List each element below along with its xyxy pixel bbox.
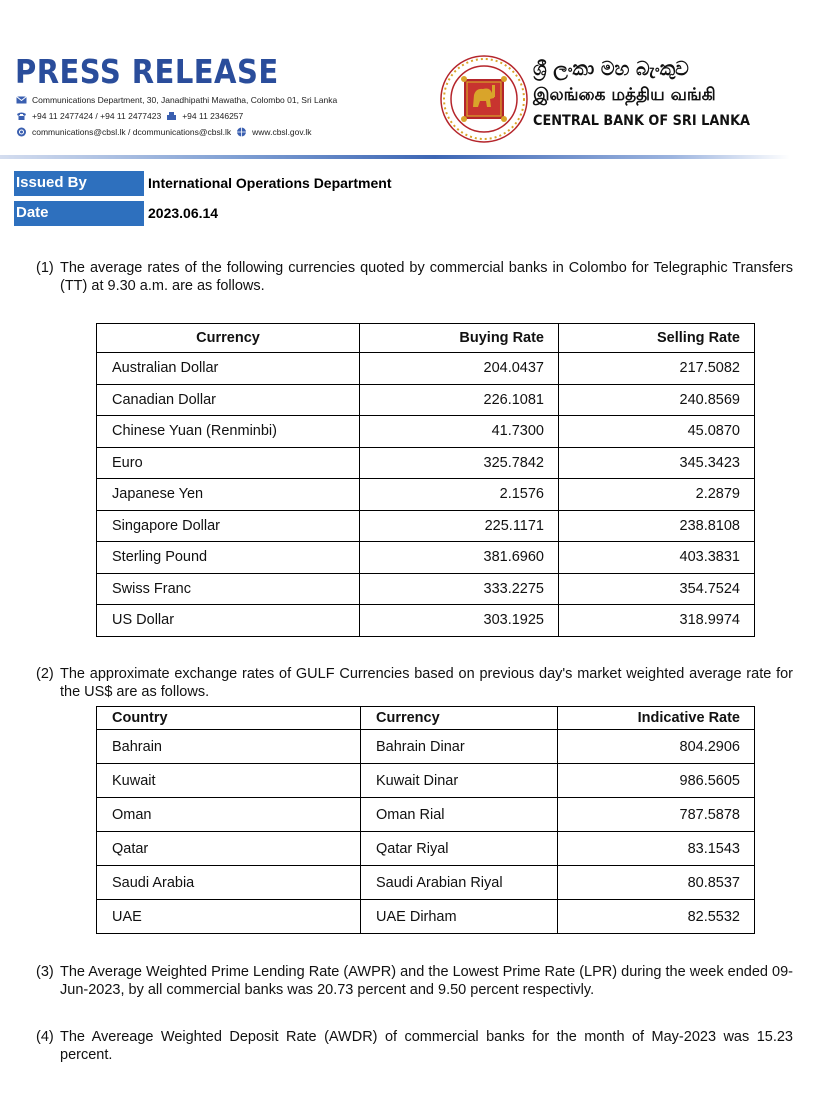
table-row bbox=[97, 832, 755, 866]
bank-name-tamil: இலங்கை மத்திய வங்கி bbox=[533, 85, 716, 105]
currency-cell: UAE Dirham bbox=[361, 900, 558, 934]
section-1-paragraph bbox=[36, 259, 793, 295]
buying-rate-cell: 303.1925 bbox=[360, 605, 559, 637]
bank-name-english: CENTRAL BANK OF SRI LANKA bbox=[533, 113, 751, 129]
selling-rate-cell: 217.5082 bbox=[559, 353, 755, 385]
column-header: Indicative Rate bbox=[558, 707, 755, 730]
section-4-text: The Avereage Weighted Deposit Rate (AWDR) of commercial banks for the month of May-2023 was 15.23 percent. bbox=[60, 1029, 793, 1063]
section-3-paragraph bbox=[36, 963, 793, 999]
selling-rate-cell: 403.3831 bbox=[559, 542, 755, 574]
table-row bbox=[97, 416, 755, 448]
indicative-rate-cell: 787.5878 bbox=[558, 798, 755, 832]
table-row bbox=[97, 353, 755, 385]
table-row bbox=[97, 447, 755, 479]
header-divider bbox=[0, 155, 790, 159]
column-header: Buying Rate bbox=[360, 324, 559, 353]
issued-by-value: International Operations Department bbox=[148, 175, 392, 191]
currency-cell: Swiss Franc bbox=[97, 573, 360, 605]
issued-by-row bbox=[14, 171, 514, 196]
currency-cell: Canadian Dollar bbox=[97, 384, 360, 416]
phone-icon bbox=[16, 111, 27, 121]
currency-cell: Saudi Arabian Riyal bbox=[361, 866, 558, 900]
section-1-text: The average rates of the following currencies quoted by commercial banks in Colombo for Telegraphic Transfers (TT) at 9.30 a.m. are as follows. bbox=[60, 260, 793, 294]
buying-rate-cell: 2.1576 bbox=[360, 479, 559, 511]
currency-cell: Singapore Dollar bbox=[97, 510, 360, 542]
gulf-rates-table bbox=[96, 706, 755, 934]
column-header: Selling Rate bbox=[559, 324, 755, 353]
gulf-header-row bbox=[97, 707, 755, 730]
indicative-rate-cell: 80.8537 bbox=[558, 866, 755, 900]
indicative-rate-cell: 82.5532 bbox=[558, 900, 755, 934]
selling-rate-cell: 354.7524 bbox=[559, 573, 755, 605]
table-row bbox=[97, 900, 755, 934]
date-value: 2023.06.14 bbox=[148, 205, 219, 221]
table-row bbox=[97, 479, 755, 511]
selling-rate-cell: 240.8569 bbox=[559, 384, 755, 416]
table-row bbox=[97, 798, 755, 832]
selling-rate-cell: 2.2879 bbox=[559, 479, 755, 511]
selling-rate-cell: 238.8108 bbox=[559, 510, 755, 542]
contact-phone bbox=[16, 111, 243, 121]
bank-name-block bbox=[533, 58, 769, 129]
buying-rate-cell: 226.1081 bbox=[360, 384, 559, 416]
table-row bbox=[97, 573, 755, 605]
country-cell: Oman bbox=[97, 798, 361, 832]
section-3-number: (3) bbox=[36, 964, 54, 980]
column-header: Currency bbox=[97, 324, 360, 353]
column-header: Country bbox=[97, 707, 361, 730]
section-4-paragraph bbox=[36, 1028, 793, 1064]
website-text: www.cbsl.gov.lk bbox=[252, 127, 312, 137]
table-row bbox=[97, 764, 755, 798]
table-row bbox=[97, 605, 755, 637]
currency-cell: Qatar Riyal bbox=[361, 832, 558, 866]
selling-rate-cell: 345.3423 bbox=[559, 447, 755, 479]
phone-text: +94 11 2477424 / +94 11 2477423 bbox=[32, 111, 162, 121]
currency-cell: Bahrain Dinar bbox=[361, 730, 558, 764]
currency-cell: Euro bbox=[97, 447, 360, 479]
selling-rate-cell: 45.0870 bbox=[559, 416, 755, 448]
table-row bbox=[97, 384, 755, 416]
globe-icon bbox=[236, 127, 247, 137]
buying-rate-cell: 225.1171 bbox=[360, 510, 559, 542]
buying-rate-cell: 325.7842 bbox=[360, 447, 559, 479]
table-row bbox=[97, 866, 755, 900]
table-row bbox=[97, 730, 755, 764]
tt-rates-table bbox=[96, 323, 755, 637]
table-row bbox=[97, 510, 755, 542]
contact-address bbox=[16, 95, 337, 105]
section-3-text: The Average Weighted Prime Lending Rate (AWPR) and the Lowest Prime Rate (LPR) during the week ended 09-Jun-2023, by all commercial banks was 20.73 percent and 9.50 percent respectivly. bbox=[60, 964, 793, 998]
indicative-rate-cell: 804.2906 bbox=[558, 730, 755, 764]
table-row bbox=[97, 542, 755, 574]
section-2-number: (2) bbox=[36, 666, 54, 682]
currency-cell: Oman Rial bbox=[361, 798, 558, 832]
country-cell: Qatar bbox=[97, 832, 361, 866]
tt-header-row bbox=[97, 324, 755, 353]
currency-cell: Kuwait Dinar bbox=[361, 764, 558, 798]
currency-cell: Japanese Yen bbox=[97, 479, 360, 511]
section-2-paragraph bbox=[36, 665, 793, 701]
at-icon bbox=[16, 127, 27, 137]
country-cell: Bahrain bbox=[97, 730, 361, 764]
country-cell: Saudi Arabia bbox=[97, 866, 361, 900]
fax-icon bbox=[166, 111, 177, 121]
indicative-rate-cell: 986.5605 bbox=[558, 764, 755, 798]
column-header: Currency bbox=[361, 707, 558, 730]
date-row bbox=[14, 201, 514, 226]
contact-email-web bbox=[16, 127, 312, 137]
currency-cell: Chinese Yuan (Renminbi) bbox=[97, 416, 360, 448]
section-1-number: (1) bbox=[36, 260, 54, 276]
address-text: Communications Department, 30, Janadhipathi Mawatha, Colombo 01, Sri Lanka bbox=[32, 95, 338, 105]
section-2-text: The approximate exchange rates of GULF Currencies based on previous day's market weighted average rate for the US$ are as follows. bbox=[60, 666, 793, 700]
buying-rate-cell: 381.6960 bbox=[360, 542, 559, 574]
indicative-rate-cell: 83.1543 bbox=[558, 832, 755, 866]
buying-rate-cell: 41.7300 bbox=[360, 416, 559, 448]
currency-cell: Australian Dollar bbox=[97, 353, 360, 385]
section-4-number: (4) bbox=[36, 1029, 54, 1045]
buying-rate-cell: 204.0437 bbox=[360, 353, 559, 385]
country-cell: UAE bbox=[97, 900, 361, 934]
buying-rate-cell: 333.2275 bbox=[360, 573, 559, 605]
selling-rate-cell: 318.9974 bbox=[559, 605, 755, 637]
issued-by-label: Issued By bbox=[14, 171, 144, 196]
cbsl-seal-logo bbox=[440, 55, 528, 143]
bank-name-sinhala: ශ්‍රී ලංකා මහ බැංකුව bbox=[533, 58, 689, 80]
currency-cell: US Dollar bbox=[97, 605, 360, 637]
fax-text: +94 11 2346257 bbox=[182, 111, 244, 121]
email-text: communications@cbsl.lk / dcommunications@cbsl.lk bbox=[32, 127, 232, 137]
date-label: Date bbox=[14, 201, 144, 226]
press-release-title: PRESS RELEASE bbox=[15, 52, 279, 91]
country-cell: Kuwait bbox=[97, 764, 361, 798]
mail-icon bbox=[16, 95, 27, 105]
currency-cell: Sterling Pound bbox=[97, 542, 360, 574]
